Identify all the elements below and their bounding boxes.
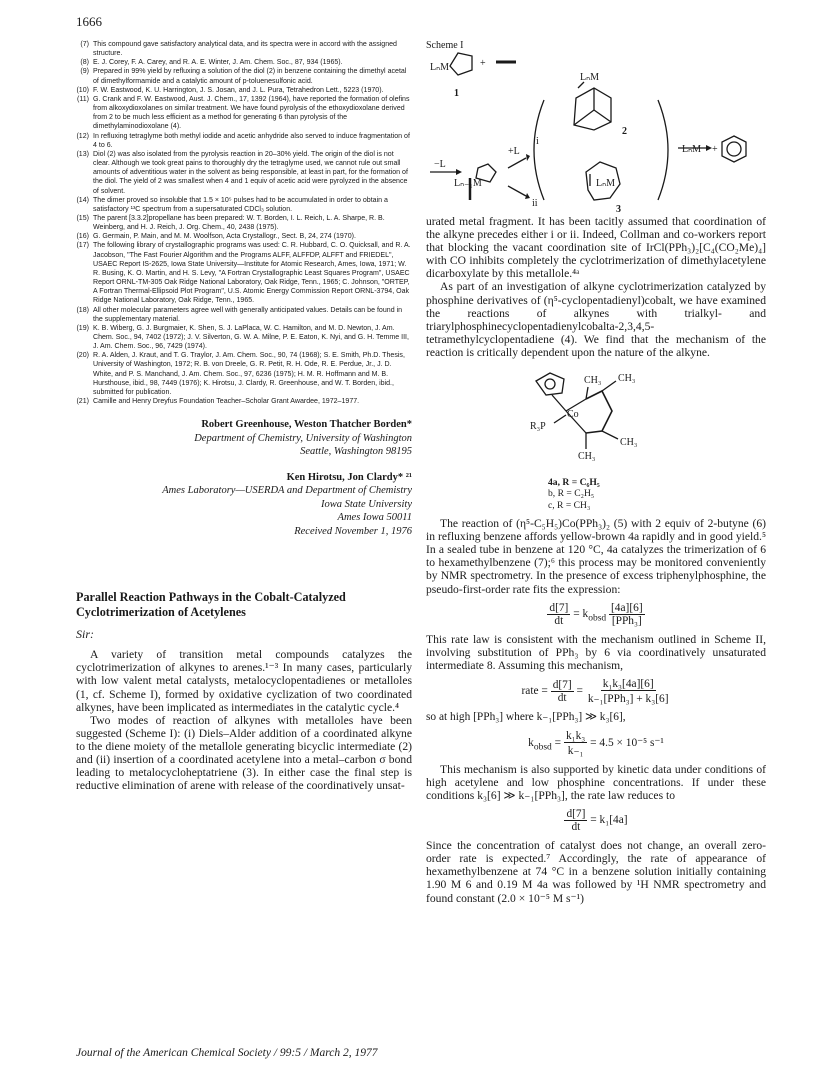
reference-list — [76, 40, 412, 406]
reference-item: (8) E. J. Corey, F. A. Carey, and R. A. E. Winter, J. Am. Chem. Soc., 87, 934 (1965). — [80, 59, 343, 67]
reference-item: (11) G. Crank and F. W. Eastwood, Aust. J. Chem., 17, 1392 (1964), have reported the formation of olefins from alkoxydioxolanes on similar treatment. We have found pyrolysis of the ethoxydioxolane derived from 2 to be much less efficient as a method for generating 6 than pyrolysis of the dimethylaminodioxolane (4). — [76, 95, 410, 131]
paragraph: urated metal fragment. It has been tacitly assumed that coordination of the alkyne precedes either i or ii. Indeed, Collman and co-workers report that blocking the vacant coordination site of IrCl(PPh₃)₂[C₄(CO₂Me)₄] with CO inhibits completely the cyclotrimerization of dimethylacetylene dicarboxylate by this metallole.⁴ᵃ — [426, 215, 766, 281]
paragraph: Two modes of reaction of alkynes with metalloles have been suggested (Scheme I): (i) Diels–Alder addition of a coordinated alkyne to the diene moiety of the metallole generating bicyclic intermediate (2) and (ii) insertion of a coordinated acetylene into a metal–carbon σ bond leading to metalocycloheptatriene (3). In either case the final step is reductive elimination of arene with release of the coordinatively unsat- — [76, 713, 412, 793]
cobaltole-ring — [586, 391, 612, 433]
methyl-label: CH₃ — [578, 451, 596, 463]
step-ii-label: ii — [532, 198, 538, 209]
kobsd-equation: $k_{obsd}$ = $\frac{\text{k₁k₃}}{\text{k₋₁}}$ = 4.5 × 10⁻⁵ s⁻¹ — [528, 729, 664, 757]
rate-equation-3: $\frac{d[7]}{dt}$ = k₁[4a] — [566, 808, 628, 834]
arrow-i — [508, 158, 526, 168]
scheme-lnm-label: LₙM — [682, 144, 701, 155]
rate-equation-1: $\frac{d[7]}{dt}$ = $k_{obsd}$ $\frac{[4a][6]}{\text{[PPh₃]}}$ — [549, 601, 643, 627]
paragraph: This mechanism is also supported by kinetic data under conditions of high acetylene and low phosphine concentrations. If under these conditions k₃[6] ≫ k₋₁[PPh₃], the rate law reduces to — [426, 762, 766, 803]
methyl-label: CH₃ — [618, 373, 636, 385]
methyl-label: CH₃ — [620, 437, 638, 449]
cobalt-label: Co — [567, 409, 579, 421]
benzene-circle — [727, 142, 741, 156]
author-names: Robert Greenhouse, Weston Thatcher Borden* — [201, 419, 412, 431]
plus-l-label: +L — [508, 146, 520, 157]
complex-labels — [548, 477, 600, 511]
benzene-ring — [722, 136, 746, 162]
complex-label-4a: 4a, R = C₆H₅ — [548, 477, 600, 489]
page-number: 1666 — [76, 14, 102, 29]
reference-item: (19) K. B. Wiberg, G. J. Burgmaier, K. Shen, S. J. LaPlaca, W. C. Hamilton, and M. D. Newton, J. Am. Chem. Soc., 94, 7402 (1972); J. V. Silverton, G. W. A. Milne, P. E. Eaton, K. Nyi, and G. H. Temme III, J. Am. Chem. Soc., 96, 7429 (1974). — [76, 324, 409, 351]
left-bracket — [534, 100, 544, 200]
reference-item: (20) R. A. Alden, J. Kraut, and T. G. Traylor, J. Am. Chem. Soc., 90, 74 (1968); S. E. Smith, Ph.D. Thesis, University of Washington, 1972; R. B. von Dreele, G. R. Petit, R. H. Ode, R. E. Perdue, Jr., J. D. White, and P. S. Manchand, J. Am. Chem. Soc., 97, 6236 (1975); H. M. R. Hoffmann and M. B. Hursthouse, ibid., 98, 7449 (1976); K. Hirotsu, J. Clardy, R. Greenhouse, and W. T. Borden, ibid., submitted for publication. — [76, 352, 405, 396]
author-names: Ken Hirotsu, Jon Clardy* ²¹ — [286, 471, 412, 483]
reference-item: (7) This compound gave satisfactory analytical data, and its spectra were in accord with the assigned structure. — [80, 41, 397, 58]
reference-item: (17) The following library of crystallographic programs was used: C. R. Hubbard, C. O. Quicksall, and R. A. Jacobson, "The Fast Fourier Algorithm and the Programs ALFF, ALFFDP, ALFFT and FRIEDEL", USAEC Report IS-2625, Iowa State University—Institute for Atomic Research, Ames, Iowa, 1971; W. R. Busing, K. O. Martin, and H. S. Levy, "A Fortran Crystallographic Least Squares Program", USAEC Report ORNL-TM-305 Oak Ridge National Laboratory, Oak Ridge, Tenn., 1965; C. Johnson, "ORTEP, A Fortran Thermal-Ellipsoid Plot Program", U.S. Atomic Energy Commission Report ORNL-3794, Oak Ridge National Laboratory, Oak Ridge, Tenn., 1965. — [76, 242, 411, 305]
arrow-ii — [508, 186, 526, 196]
compound-2-label: 2 — [622, 126, 627, 137]
step-i-label: i — [536, 136, 539, 147]
complex-label-4c: c, R = CH₃ — [548, 499, 591, 511]
author-signature-1 — [76, 418, 412, 459]
scheme-plus: + — [712, 144, 718, 155]
complex-label-4b: b, R = C₂H₅ — [548, 488, 595, 500]
affiliation-line: Department of Chemistry, University of Washington — [194, 432, 412, 444]
minus-l-label: −L — [434, 159, 446, 170]
reference-item: (16) G. Germain, P. Main, and M. M. Woolfson, Acta Crystallogr., Sect. B, 24, 274 (1970). — [76, 233, 356, 241]
salutation: Sir: — [76, 627, 94, 642]
paragraph: The reaction of (η⁵-C₅H₅)Co(PPh₃)₂ (5) with 2 equiv of 2-butyne (6) in refluxing benzene affords yellow-brown 4a rapidly and in good yield.⁵ In a sealed tube in benzene at 120 °C, 4a catalyzes the trimerization of 6 to hexamethylbenzene (7);⁶ this process may be monitored conveniently by NMR spectrometry. In the presence of excess triphenylphosphine, the pseudo-first-order rate fits the expression: — [426, 517, 766, 596]
paragraph: As part of an investigation of alkyne cyclotrimerization catalyzed by phosphine derivatives of (η⁵-cyclopentadienyl)cobalt, we have examined the reactions of alkynes with trialkyl- and triarylphosphinecyclopentadienylcobalta-2,3,4,5-tetramethylcyclopentadiene (4). We find that the mechanism of the reaction is critically dependent upon the nature of the alkyne. — [426, 280, 766, 359]
complex-4-structure — [426, 359, 766, 517]
compound-3-label: 3 — [616, 204, 621, 215]
compound-1-label: 1 — [454, 88, 459, 99]
received-date: Received November 1, 1976 — [294, 525, 412, 537]
reference-item: (12) In refluxing tetraglyme both methyl iodide and acetic anhydride also served to induce fragmentation of 4 to 6. — [76, 132, 410, 149]
right-column — [426, 40, 766, 905]
scheme-figure — [426, 40, 766, 215]
reference-item: (15) The parent [3.3.2]propellane has been prepared: W. T. Borden, I. L. Reich, L. A. Sharpe, R. B. Weinberg, and H. J. Reich, J. Org. Chem., 40, 2438 (1975). — [76, 214, 385, 232]
author-signature-2 — [76, 471, 412, 539]
paragraph: Since the concentration of catalyst does not change, an overall zero-order rate is expected.⁷ Accordingly, the rate of appearance of hexamethylbenzene at 74 °C in a benzene solution initially containing 1.90 M 6 and 0.19 M 4a was followed by ¹H NMR spectrometry and found constant (2.0 × 10⁻⁵ M s⁻¹) — [426, 839, 766, 905]
reference-item: (14) The dimer proved so insoluble that 1.5 × 10⁵ pulses had to be accumulated in order to obtain a satisfactory ¹³C spectrum from a supersaturated CDCl₃ solution. — [76, 196, 388, 213]
cyclopentadienyl-circle — [545, 379, 555, 389]
scheme-lnm-label: LₙM — [580, 72, 599, 83]
scheme-ln1m-label: Lₙ₋₁M — [454, 178, 482, 189]
article-title: Parallel Reaction Pathways in the Cobalt-Catalyzed Cyclotrimerization of Acetylenes — [76, 590, 346, 619]
scheme-lnm-label: LₙM — [430, 62, 449, 73]
paragraph: A variety of transition metal compounds catalyzes the cyclotrimerization of alkynes to arenes.¹⁻³ In many cases, particularly with low valent metal catalysts, metalocyclopentadienes or metalloles (1, cf. Scheme I), formed by oxidative cyclization of two coordinated alkynes, have been implicated as intermediates in the catalytic cycle.⁴ — [76, 648, 412, 714]
right-bracket — [658, 100, 668, 200]
phosphine-label: R₃P — [530, 421, 546, 433]
paragraph: This rate law is consistent with the mechanism outlined in Scheme II, involving substitution of PPh₃ by 6 via coordinatively unsaturated intermediate 8. Assuming this mechanism, — [426, 632, 766, 672]
metallole-ring — [450, 53, 472, 75]
affiliation-line: Ames Laboratory—USERDA and Department of Chemistry — [162, 485, 412, 497]
scheme-lnm-label: LₙM — [596, 178, 615, 189]
scheme-title: Scheme I — [426, 40, 464, 51]
reference-item: (9) Prepared in 99% yield by refluxing a solution of the diol (2) in benzene containing the dimethyl acetal of dimethylformamide and a catalytic amount of p-toluenesulfonic acid. — [80, 68, 407, 85]
methyl-label: CH₃ — [584, 375, 602, 387]
left-column — [76, 40, 412, 792]
reference-item: (13) Diol (2) was also isolated from the pyrolysis reaction in 20–30% yield. The origin of the diol is not clear. Although we took great pains to thoroughly dry the tetraglyme used, we cannot rule out small amounts of adventitious water in the solvent as being responsible, at least in part, for the formation of the diol. The yield of 2 was smallest when 4 and 1 equiv of acetic acid were pyrolyzed in the absence of solvent. — [76, 150, 408, 195]
affiliation-line: Seattle, Washington 98195 — [300, 446, 412, 458]
bicyclic-ring — [574, 88, 611, 130]
co-cp-bond — [552, 395, 566, 411]
rate-equation-2: rate = $\frac{d[7]}{dt}$ = $\frac{\text{k₁k₃[4a][6]}}{\text{k₋₁[PPh₃] + k₃[6]}}$ — [521, 677, 669, 705]
scheme-drawing — [426, 40, 766, 215]
reference-item: (21) Camille and Henry Dreyfus Foundation Teacher–Scholar Grant Awardee, 1972–1977. — [76, 398, 360, 406]
co-p-bond — [554, 415, 566, 423]
scheme-plus: + — [480, 58, 486, 69]
journal-footer: Journal of the American Chemical Society / 99:5 / March 2, 1977 — [76, 1047, 378, 1059]
reference-item: (18) All other molecular parameters agree well with generally anticipated values. Details can be found in the supplementary material. — [76, 306, 403, 323]
cyclopentadienyl-ring — [536, 373, 564, 395]
affiliation-line: Iowa State University — [321, 498, 412, 510]
affiliation-line: Ames Iowa 50011 — [337, 512, 412, 524]
reference-item: (10) F. W. Eastwood, K. U. Harrington, J. S. Josan, and J. L. Pura, Tetrahedron Lett., 5223 (1970). — [76, 86, 384, 94]
condition-line: so at high [PPh₃] where k₋₁[PPh₃] ≫ k₃[6], — [426, 710, 626, 723]
